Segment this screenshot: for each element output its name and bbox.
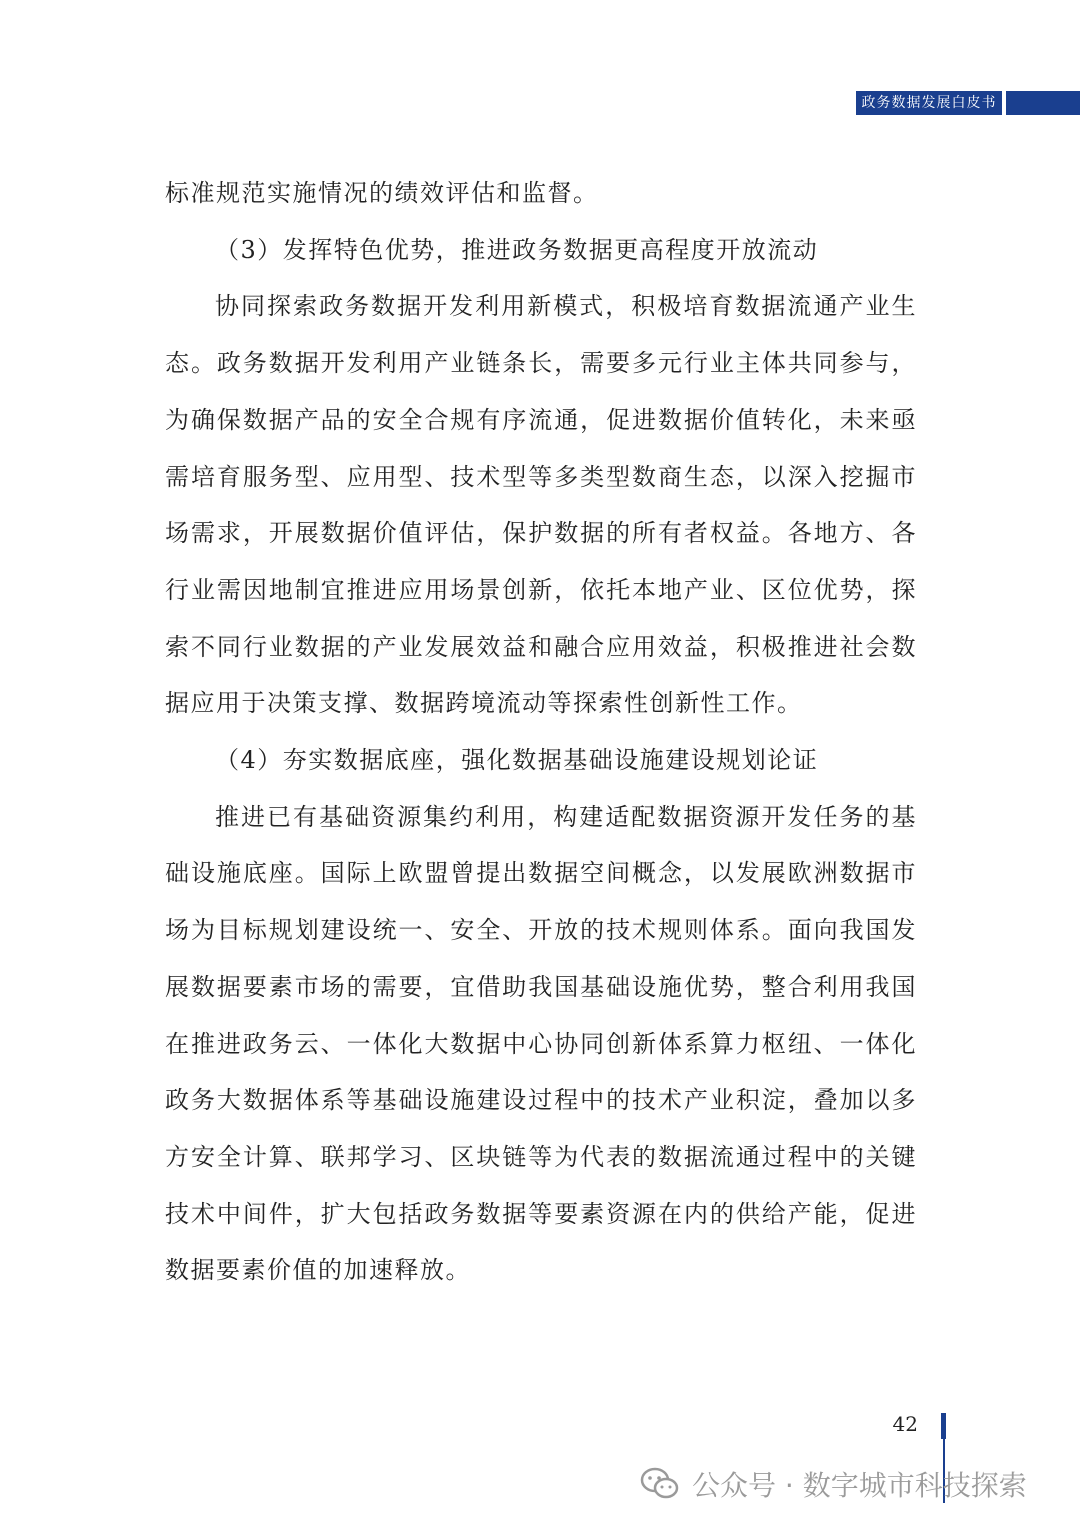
section-heading-3: （3）发挥特色优势，推进政务数据更高程度开放流动 bbox=[215, 235, 819, 264]
header-title-tab: 政务数据发展白皮书 bbox=[856, 91, 1002, 115]
paragraph-open-flow: 协同探索政务数据开发利用新模式，积极培育数据流通产业生态。政务数据开发利用产业链条长，需要多元行业主体共同参与，为确保数据产品的安全合规有序流通，促进数据价值转化，未来亟需培育服务型、应用型、技术型等多类型数商生态，以深入挖掘市场需求，开展数据价值评估，保护数据的所有者权益。各地方、各行业需因地制宜推进应用场景创新，依托本地产业、区位优势，探索不同行业数据的产业发展效益和融合应用效益，积极推进社会数据应用于决策支撑、数据跨境流动等探索性创新性工作。 bbox=[165, 292, 917, 718]
header-accent-bar bbox=[1006, 91, 1080, 115]
watermark bbox=[640, 1462, 1027, 1506]
document-body bbox=[165, 165, 917, 1299]
paragraph-infrastructure: 推进已有基础资源集约利用，构建适配数据资源开发任务的基础设施底座。国际上欧盟曾提出数据空间概念，以发展欧洲数据市场为目标规划建设统一、安全、开放的技术规则体系。面向我国发展数据要素市场的需要，宜借助我国基础设施优势，整合利用我国在推进政务云、一体化大数据中心协同创新体系算力枢纽、一体化政务大数据体系等基础设施建设过程中的技术产业积淀，叠加以多方安全计算、联邦学习、区块链等为代表的数据流通过程中的关键技术中间件，扩大包括政务数据等要素资源在内的供给产能，促进数据要素价值的加速释放。 bbox=[165, 802, 917, 1285]
section-heading-4: （4）夯实数据底座，强化数据基础设施建设规划论证 bbox=[215, 746, 819, 775]
paragraph-continuation: 标准规范实施情况的绩效评估和监督。 bbox=[165, 179, 599, 207]
page-number: 42 bbox=[892, 1412, 918, 1436]
page-number-rule bbox=[941, 1413, 946, 1439]
watermark-text: 公众号 · 数字城市科技探索 bbox=[692, 1469, 1027, 1502]
wechat-icon bbox=[640, 1466, 680, 1502]
